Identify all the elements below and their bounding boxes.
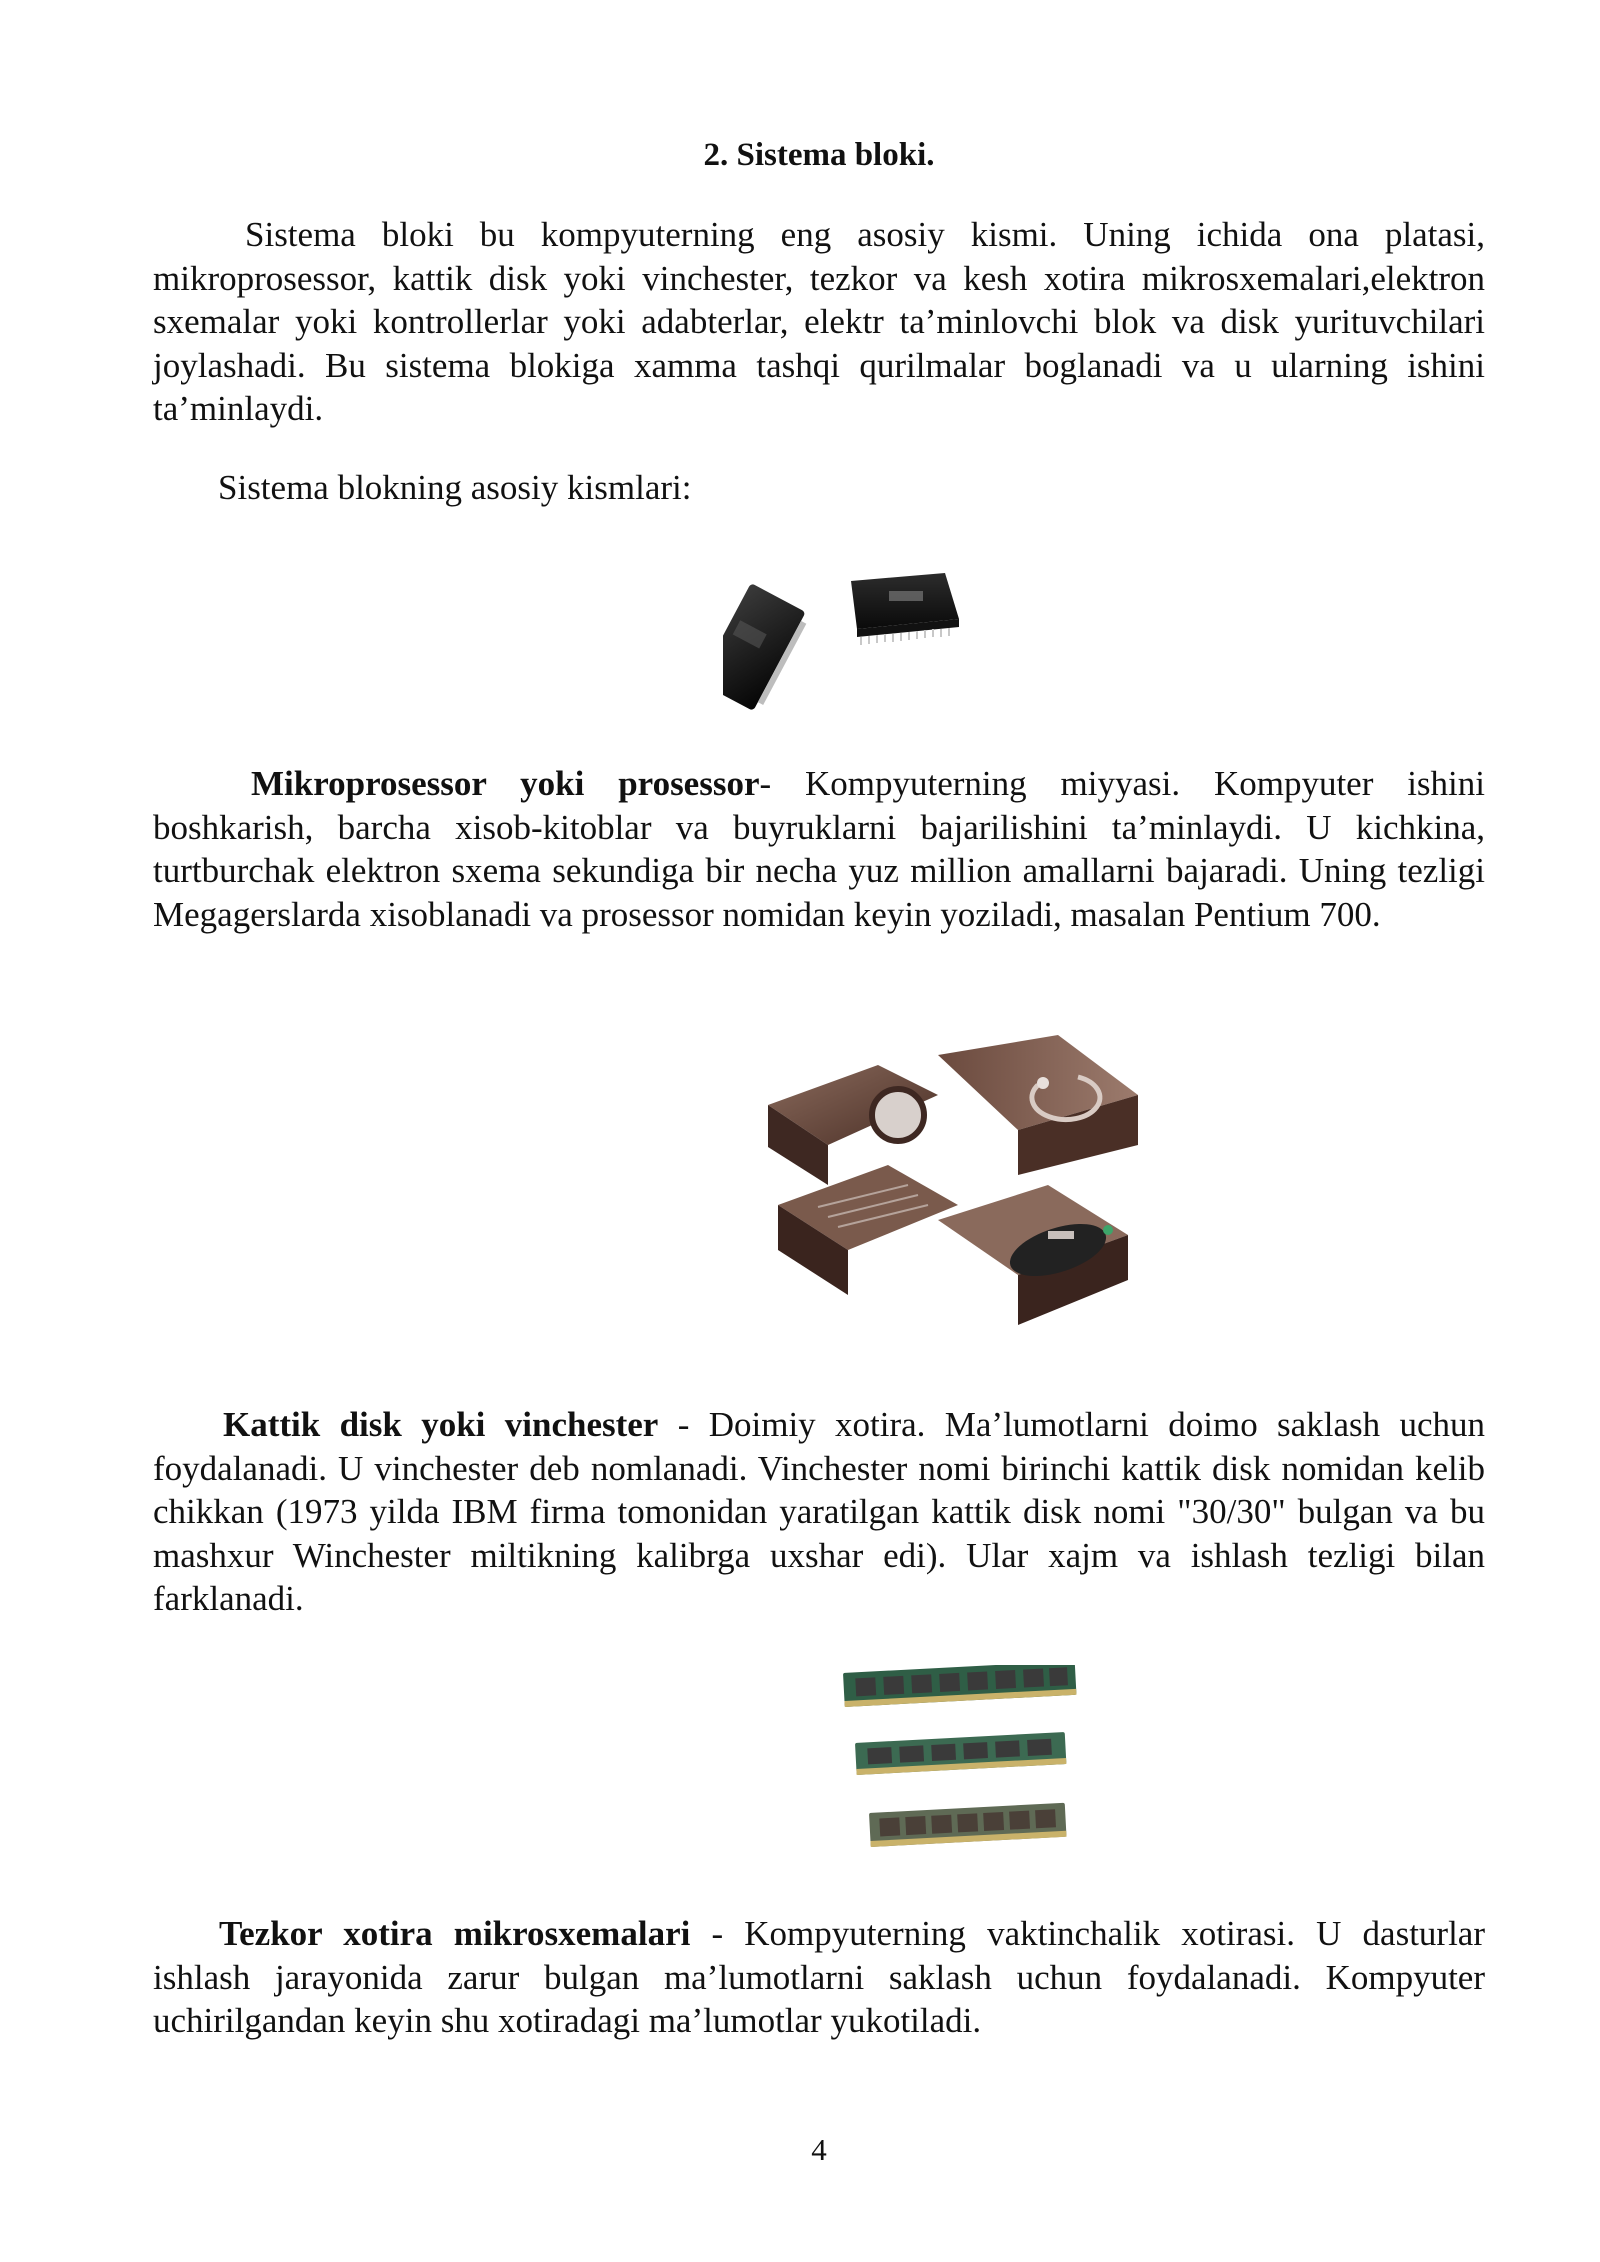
memory-modules-icon bbox=[843, 1665, 1093, 1865]
hard-disk-text: - Doimiy xotira. Ma’lumotlarni doimo saklash uchun foydalanadi. U vinchester deb nomlanadi. Vinchester nomi birinchi kattik disk nomidan kelib chikkan (1973 yilda IBM firma tomonidan yaratilgan kattik disk nomi "30/30" bulgan va bu mashxur Winchester miltikning kalibrga uxshar edi). Ular xajm va ishlash tezligi bilan farklanadi. bbox=[153, 1405, 1485, 1618]
section-heading: 2. Sistema bloki. bbox=[703, 137, 935, 173]
hard-disk-term: Kattik disk yoki vinchester bbox=[223, 1405, 659, 1444]
processor-chips-icon bbox=[723, 565, 1083, 715]
processor-text: - Kompyuterning miyyasi. Kompyuter ishini boshkarish, barcha xisob-kitoblar va buyruklarni bajarilishini ta’minlaydi. U kichkina, turtburchak elektron sxema sekundiga bir necha yuz million amallarni bajaradi. Uning tezligi Megagerslarda xisoblanadi va prosessor nomidan keyin yoziladi, masalan Pentium 700. bbox=[153, 764, 1486, 934]
memory-term: Tezkor xotira mikrosxemalari bbox=[219, 1914, 691, 1953]
processor-paragraph bbox=[153, 762, 1485, 936]
processor-term: Mikroprosessor yoki prosessor bbox=[251, 764, 760, 803]
intro-paragraph bbox=[153, 213, 1485, 431]
page-number: 4 bbox=[811, 2132, 827, 2167]
memory-paragraph bbox=[153, 1912, 1485, 2043]
intro-text: Sistema bloki bu kompyuterning eng asosiy kismi. Uning ichida ona platasi, mikroprosessor, kattik disk yoki vinchester, tezkor va kesh xotira mikrosxemalari,elektron sxemalar yoki kontrollerlar yoki adabterlar, elektr ta’minlovchi blok va disk yurituvchilari joylashadi. Bu sistema blokiga xamma tashqi qurilmalar boglanadi va u ularning ishini ta’minlaydi. bbox=[153, 215, 1485, 428]
document-page bbox=[153, 0, 1485, 2262]
hard-disk-paragraph bbox=[153, 1403, 1485, 1621]
hard-disk-drives-icon bbox=[758, 1035, 1178, 1335]
memory-text: - Kompyuterning vaktinchalik xotirasi. U dasturlar ishlash jarayonida zarur bulgan ma’lumotlarni saklash uchun foydalanadi. Kompyuter uchirilgandan keyin shu xotiradagi ma’lumotlar yukotiladi. bbox=[153, 1914, 1485, 2040]
subheading-paragraph: Sistema blokning asosiy kismlari: bbox=[218, 468, 692, 507]
